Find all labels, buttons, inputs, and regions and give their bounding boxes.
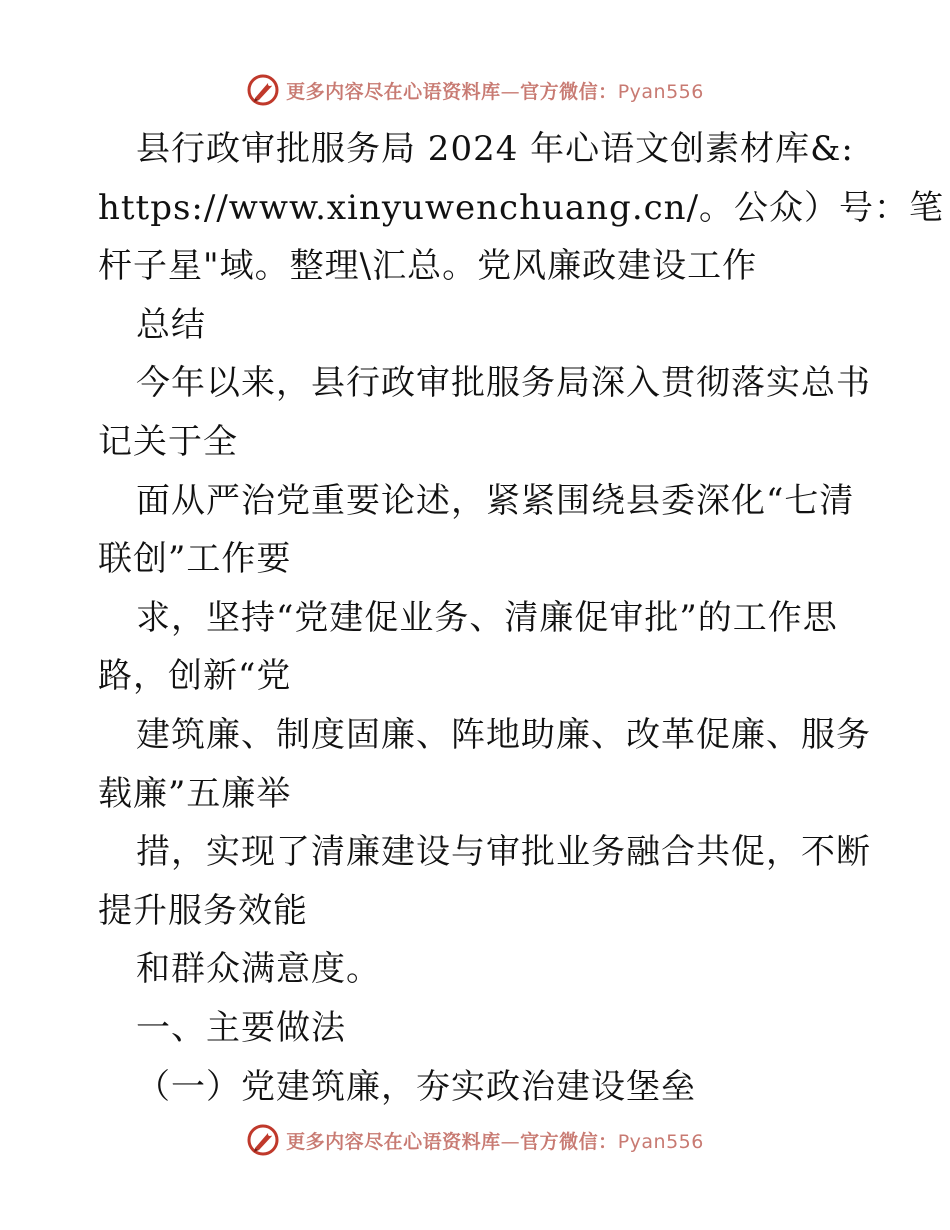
section-heading: 一、主要做法 bbox=[136, 1007, 346, 1048]
text-line: 求，坚持“党建促业务、清廉促审批”的工作思 bbox=[136, 597, 838, 638]
text-line: 提升服务效能 bbox=[98, 890, 308, 931]
text-line: 和群众满意度。 bbox=[136, 949, 381, 990]
watermark-text: 更多内容尽在心语资料库—官方微信：Pyan556 bbox=[286, 80, 704, 103]
text-line: 县行政审批服务局 2024 年心语文创素材库&: bbox=[136, 129, 854, 169]
text-line: https://www.xinyuwenchuang.cn/。公众）号：笔 bbox=[98, 187, 945, 228]
text-line: 联创”工作要 bbox=[98, 539, 292, 580]
header-watermark bbox=[0, 70, 950, 110]
text-line: 记关于全 bbox=[98, 421, 238, 462]
pen-seal-icon bbox=[246, 73, 280, 107]
text-line: 载廉”五廉举 bbox=[98, 773, 292, 814]
text-line: 杆子星"域。整理\汇总。党风廉政建设工作 bbox=[98, 246, 758, 287]
text-line: 今年以来，县行政审批服务局深入贯彻落实总书 bbox=[136, 363, 871, 404]
pen-seal-icon bbox=[246, 1123, 280, 1157]
watermark-text: 更多内容尽在心语资料库—官方微信：Pyan556 bbox=[286, 1130, 704, 1153]
subsection-heading: （一）党建筑廉，夯实政治建设堡垒 bbox=[136, 1066, 696, 1107]
text-line: 总结 bbox=[136, 304, 206, 345]
text-line: 面从严治党重要论述，紧紧围绕县委深化“七清 bbox=[136, 480, 855, 521]
document-body bbox=[98, 120, 945, 1116]
text-line: 建筑廉、制度固廉、阵地助廉、改革促廉、服务 bbox=[136, 714, 871, 755]
text-line: 措，实现了清廉建设与审批业务融合共促，不断 bbox=[136, 832, 871, 873]
text-line: 路，创新“党 bbox=[98, 656, 292, 697]
footer-watermark bbox=[0, 1120, 950, 1160]
